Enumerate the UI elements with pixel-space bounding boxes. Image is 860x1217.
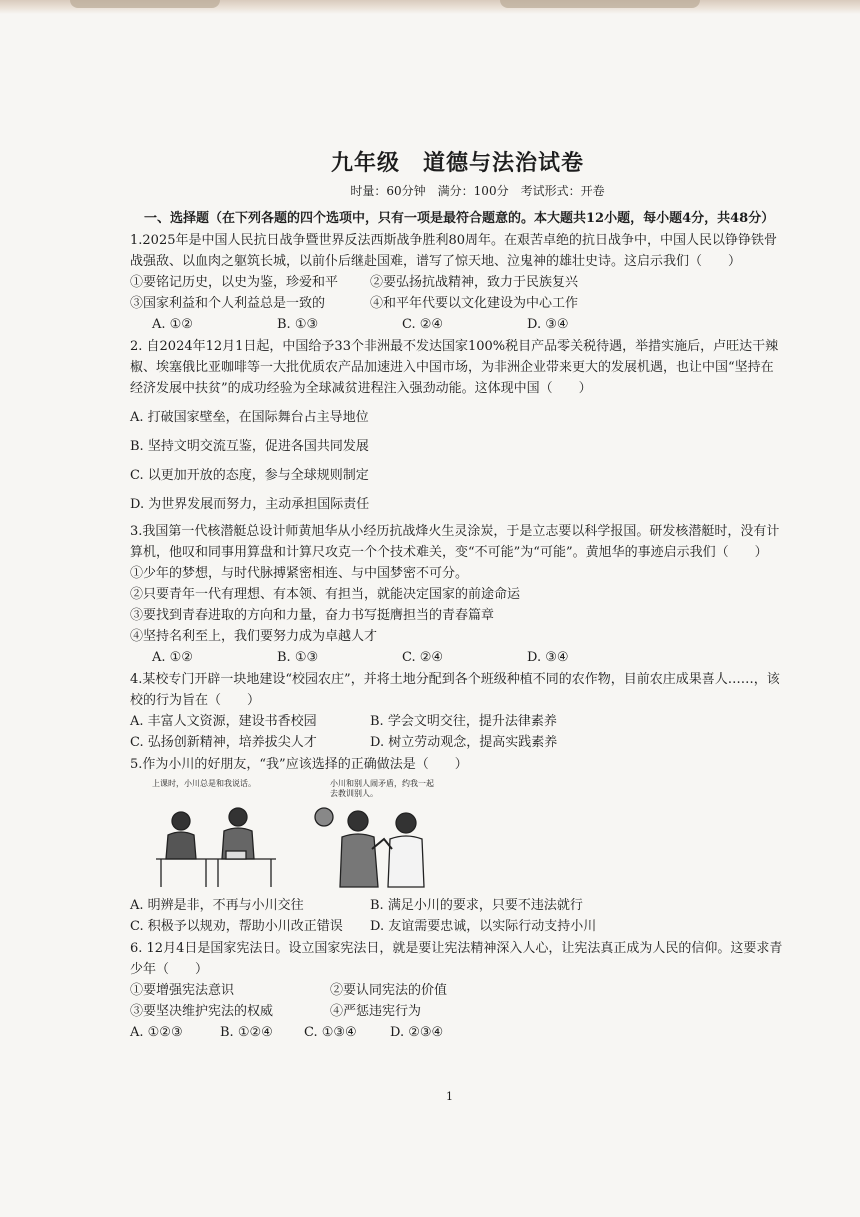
option-b: B. 满足小川的要求，只要不违法就行 — [370, 898, 583, 913]
question-stem: 6. 12月4日是国家宪法日。设立国家宪法日，就是要让宪法精神深入人心，让宪法真正成为人民的信仰。这要求青少年（ ） — [130, 941, 783, 977]
option-c: C. ①③④ — [304, 1025, 357, 1040]
statement: ②只要青年一代有理想、有本领、有担当，就能决定国家的前途命运 — [130, 587, 521, 602]
exam-page — [130, 140, 785, 1043]
question-stem: 4.某校专门开辟一块地建设“校园农庄”，并将土地分配到各个班级种植不同的农作物，目前农庄成果喜人……，该校的行为旨在（ ） — [130, 672, 780, 708]
option-b: B. ①③ — [277, 650, 319, 665]
statement: ③要找到青春进取的方向和力量，奋力书写挺膺担当的青春篇章 — [130, 608, 495, 623]
option-a: A. 明辨是非，不再与小川交往 — [130, 898, 304, 913]
option-d: D. ③④ — [527, 650, 569, 665]
question-4 — [130, 669, 785, 753]
statement: ①要增强宪法意识 — [130, 983, 235, 998]
option-d: D. 友谊需要忠诚，以实际行动支持小川 — [370, 919, 597, 934]
statement: ④坚持名利至上，我们要努力成为卓越人才 — [130, 629, 378, 644]
statement: ④和平年代要以文化建设为中心工作 — [370, 296, 579, 311]
option-a: A. ①② — [152, 317, 193, 332]
option-b: B. ①②④ — [220, 1025, 273, 1040]
question-2 — [130, 336, 785, 515]
statement: ④严惩违宪行为 — [330, 1004, 422, 1019]
question-stem: 3.我国第一代核潜艇总设计师黄旭华从小经历抗战烽火生灵涂炭，于是立志要以科学报国。研发核潜艇时，没有计算机，他叹和同事用算盘和计算尺攻克一个个技术难关，变“不可能”为“可能”。黄旭华的事迹启示我们（ ） — [130, 524, 780, 560]
comic-caption: 小川和别人闹矛盾，约我一起去教训别人。 — [330, 779, 434, 798]
option-a: A. 打破国家壁垒，在国际舞台占主导地位 — [130, 410, 369, 425]
statement: ①少年的梦想，与时代脉搏紧密相连、与中国梦密不可分。 — [130, 566, 469, 581]
page-number: 1 — [446, 1090, 453, 1103]
statement: ①要铭记历史，以史为鉴，珍爱和平 — [130, 275, 339, 290]
option-a: A. 丰富人文资源，建设书香校园 — [130, 714, 317, 729]
statement: ②要认同宪法的价值 — [330, 983, 448, 998]
option-d: D. 树立劳动观念，提高实践素养 — [370, 735, 558, 750]
page-title: 九年级 道德与法治试卷 — [330, 150, 584, 176]
comic-illustration — [146, 779, 785, 889]
option-c: C. 弘扬创新精神，培养拔尖人才 — [130, 735, 317, 750]
classroom-chat-illustration — [146, 779, 286, 889]
option-c: C. ②④ — [402, 317, 444, 332]
statement: ③国家利益和个人利益总是一致的 — [130, 296, 326, 311]
question-1 — [130, 230, 785, 335]
option-a: A. ①②③ — [130, 1025, 183, 1040]
option-d: D. ②③④ — [390, 1025, 444, 1040]
option-c: C. ②④ — [402, 650, 444, 665]
option-b: B. 学会文明交往，提升法律素养 — [370, 714, 557, 729]
statement: ③要坚决维护宪法的权威 — [130, 1004, 274, 1019]
scan-top-shadow — [0, 0, 860, 14]
option-d: D. 为世界发展而努力，主动承担国际责任 — [130, 497, 370, 512]
question-stem: 2. 自2024年12月1日起，中国给予33个非洲最不发达国家100%税目产品零关税待遇，举措实施后，卢旺达干辣椒、埃塞俄比亚咖啡等一大批优质农产品加速进入中国市场，为非洲企业带来更大的发展机遇，也让中国“坚持在经济发展中扶贫”的成功经验为全球减贫进程注入强劲动能。这体现中国（ ） — [130, 339, 779, 396]
question-6 — [130, 938, 785, 1043]
option-c: C. 积极予以规劝，帮助小川改正错误 — [130, 919, 343, 934]
statement: ②要弘扬抗战精神，致力于民族复兴 — [370, 275, 579, 290]
comic-panel-1 — [146, 779, 286, 889]
question-stem: 1.2025年是中国人民抗日战争暨世界反法西斯战争胜利80周年。在艰苦卓绝的抗日战争中，中国人民以铮铮铁骨战强敌、以血肉之躯筑长城，以前仆后继赴国难，谱写了惊天地、泣鬼神的雄壮史诗。这启示我们（ ） — [130, 233, 778, 269]
exam-info: 时量：60分钟 满分：100分 考试形式：开卷 — [350, 184, 605, 198]
comic-panel-2 — [306, 779, 446, 889]
question-stem: 5.作为小川的好朋友，“我”应该选择的正确做法是（ ） — [130, 757, 468, 772]
question-3 — [130, 521, 785, 668]
option-d: D. ③④ — [527, 317, 569, 332]
option-a: A. ①② — [152, 650, 193, 665]
section-heading: 一、选择题（在下列各题的四个选项中，只有一项是最符合题意的。本大题共12小题，每小题4分，共48分） — [144, 211, 775, 226]
option-b: B. ①③ — [277, 317, 319, 332]
question-5 — [130, 754, 785, 937]
option-b: B. 坚持文明交流互鉴，促进各国共同发展 — [130, 439, 369, 454]
option-c: C. 以更加开放的态度，参与全球规则制定 — [130, 468, 369, 483]
comic-caption: 上课时，小川总是和我说话。 — [152, 779, 256, 788]
